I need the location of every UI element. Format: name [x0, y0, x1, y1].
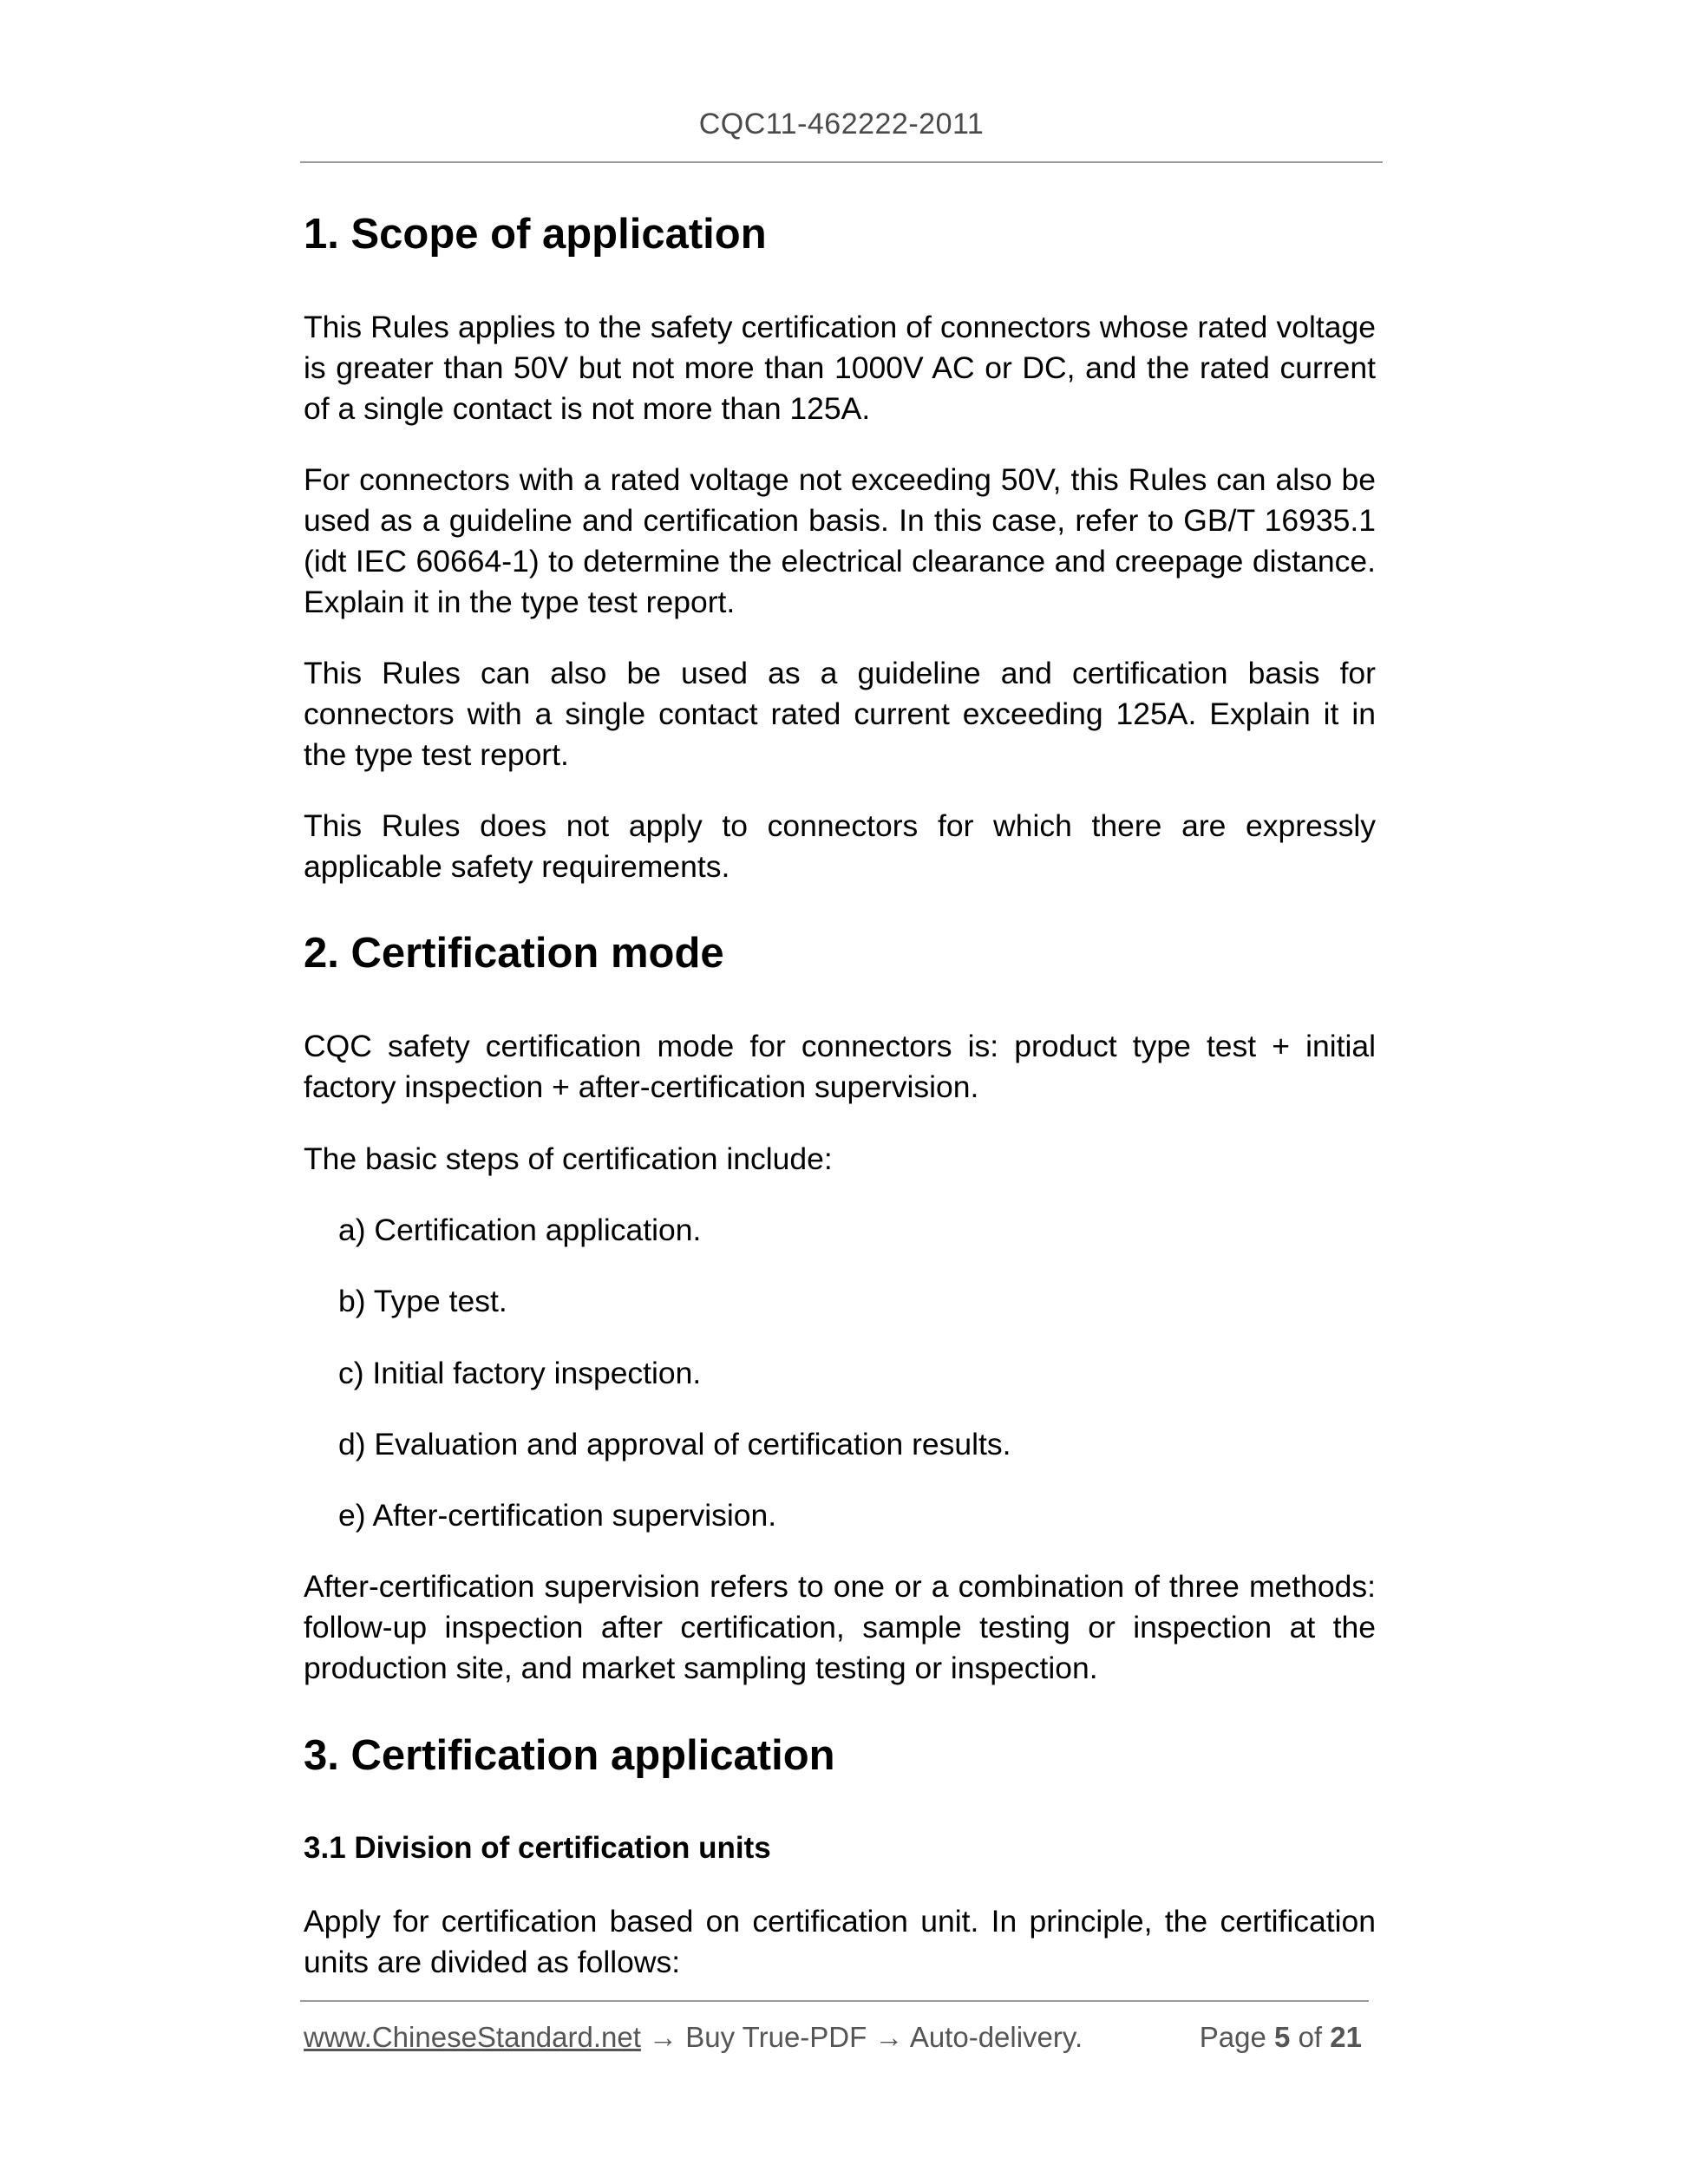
website-link[interactable]: www.ChineseStandard.net [304, 2021, 641, 2053]
section-3-heading: 3. Certification application [304, 1732, 835, 1779]
section-2-intro: CQC safety certification mode for connectors is: product type test + initial factory inspection + after-certification supervision. [304, 1029, 1376, 1104]
header-divider [300, 161, 1383, 163]
document-code-header: CQC11-462222-2011 [698, 108, 985, 141]
step-item-c: c) Initial factory inspection. [338, 1356, 702, 1390]
footer-divider [300, 2000, 1369, 2002]
section-1-paragraph-2: For connectors with a rated voltage not exceeding 50V, this Rules can also be used as a guideline and certification basis. In this case, refer to GB/T 16935.1 (idt IEC 60664-1) to determine the electrical clearance and creepage distance. Explain it in the type test report. [304, 462, 1376, 619]
step-item-d: d) Evaluation and approval of certification results. [338, 1427, 1011, 1461]
of-label: of [1298, 2021, 1323, 2053]
page-footer [304, 2021, 1371, 2054]
section-1-heading: 1. Scope of application [304, 211, 767, 258]
section-2-supervision: After-certification supervision refers to one or a combination of three methods: follow-up inspection after certification, sample testing or inspection at the production site, and market sampling testing or inspection. [304, 1569, 1376, 1685]
section-2-heading: 2. Certification mode [304, 930, 724, 977]
total-pages: 21 [1330, 2021, 1362, 2053]
section-1-paragraph-3: This Rules can also be used as a guideline and certification basis for connectors with a single contact rated current exceeding 125A. Explain it in the type test report. [304, 656, 1376, 772]
step-item-a: a) Certification application. [338, 1213, 702, 1247]
step-item-e: e) After-certification supervision. [338, 1498, 777, 1533]
page-label: Page [1199, 2021, 1266, 2053]
page-indicator [1200, 2021, 1362, 2054]
footer-tagline: → Buy True-PDF → Auto-delivery. [640, 2021, 1083, 2053]
step-item-b: b) Type test. [338, 1284, 507, 1318]
page-number: 5 [1274, 2021, 1291, 2053]
section-3-1-heading: 3.1 Division of certification units [304, 1831, 771, 1865]
section-3-1-text: Apply for certification based on certification unit. In principle, the certification units are divided as follows: [304, 1904, 1376, 1979]
section-1-paragraph-4: This Rules does not apply to connectors for which there are expressly applicable safety requirements. [304, 808, 1376, 884]
section-2-steps-intro: The basic steps of certification include: [304, 1141, 833, 1176]
section-1-paragraph-1: This Rules applies to the safety certification of connectors whose rated voltage is greater than 50V but not more than 1000V AC or DC, and the rated current of a single contact is not more than 125A. [304, 310, 1376, 426]
